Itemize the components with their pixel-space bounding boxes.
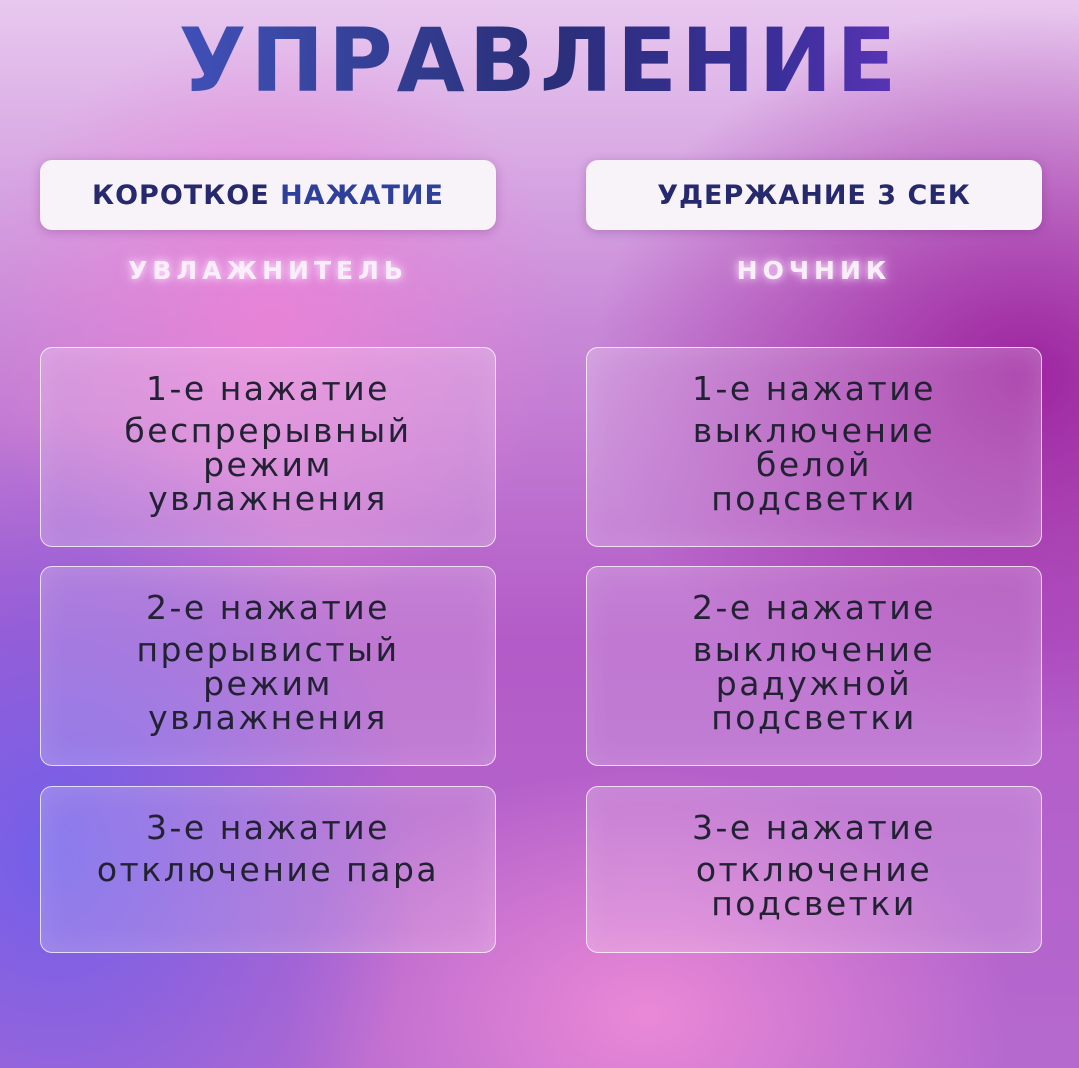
nightlight-subtitle: НОЧНИК: [736, 255, 892, 285]
card-text-line: отключение: [695, 850, 933, 889]
card-heading: 2-е нажатие: [146, 588, 390, 627]
card-text-line: увлажнения: [148, 479, 388, 518]
card-heading: 3-е нажатие: [146, 808, 390, 847]
hold-header-label: УДЕРЖАНИЕ 3 СЕК: [657, 179, 971, 211]
card-text-line: прерывистый: [136, 630, 400, 669]
humidifier-subtitle: УВЛАЖНИТЕЛЬ: [128, 255, 408, 285]
humidifier-card-3: [40, 786, 496, 953]
card-heading: 2-е нажатие: [692, 588, 936, 627]
short-press-header-label: [92, 180, 444, 211]
short-press-header-word2: НАЖАТИЕ: [280, 179, 444, 211]
card-heading: 1-е нажатие: [146, 369, 390, 408]
card-text-line: режим: [203, 445, 333, 484]
humidifier-card-1: [40, 347, 496, 547]
page-title: УПРАВЛЕНИЕ: [0, 6, 1079, 116]
nightlight-card-2: [586, 566, 1042, 766]
card-text-line: радужной: [715, 664, 913, 703]
card-text-line: выключение: [692, 630, 936, 669]
card-text-line: режим: [203, 664, 333, 703]
nightlight-card-3: [586, 786, 1042, 953]
card-heading: 1-е нажатие: [692, 369, 936, 408]
humidifier-card-2: [40, 566, 496, 766]
card-text-line: увлажнения: [148, 698, 388, 737]
hold-header: [586, 160, 1042, 230]
card-heading: 3-е нажатие: [692, 808, 936, 847]
card-text-line: подсветки: [711, 479, 917, 518]
card-text-line: белой: [756, 445, 872, 484]
nightlight-card-1: [586, 347, 1042, 547]
card-text-line: отключение пара: [96, 850, 440, 889]
card-text-line: подсветки: [711, 884, 917, 923]
card-text-line: подсветки: [711, 698, 917, 737]
short-press-header: [40, 160, 496, 230]
card-text-line: выключение: [692, 411, 936, 450]
short-press-header-word1: КОРОТКОЕ: [92, 179, 270, 211]
card-text-line: беспрерывный: [124, 411, 412, 450]
